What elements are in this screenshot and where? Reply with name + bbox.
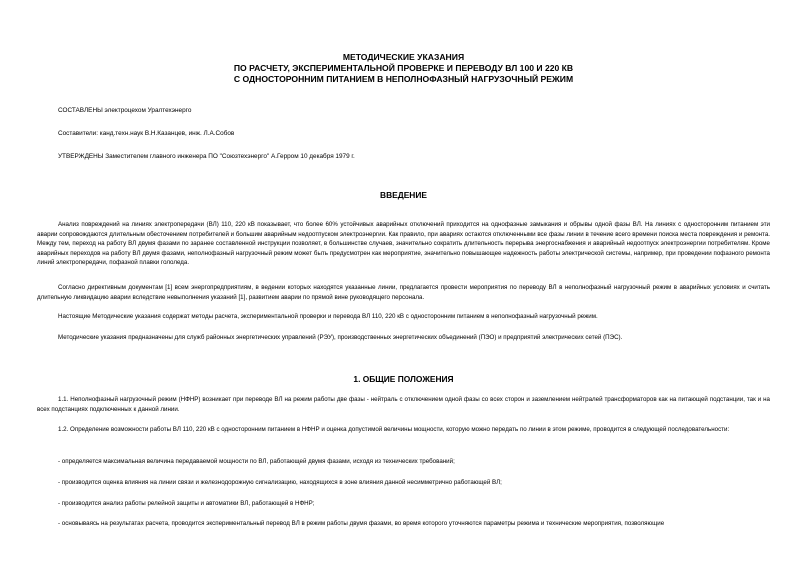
section-1-heading: 1. ОБЩИЕ ПОЛОЖЕНИЯ: [353, 374, 454, 384]
document-title: [150, 52, 657, 85]
title-line-2: ПО РАСЧЕТУ, ЭКСПЕРИМЕНТАЛЬНОЙ ПРОВЕРКЕ И ПЕРЕВОДУ ВЛ 100 И 220 КВ: [233, 63, 574, 73]
list-item: - определяется максимальная величина передаваемой мощности по ВЛ, работающей двумя фазами, исходя из технических требований;: [58, 458, 455, 465]
list-item: - основываясь на результатах расчета, проводится экспериментальный перевод ВЛ в режим работы двумя фазами, во время которого уточняются параметры режима и технические мероприятия, позволяющие: [58, 520, 665, 527]
intro-paragraph-1: Анализ повреждений на линиях электропередачи (ВЛ) 110, 220 кВ показывает, что более 60% устойчивых аварийных отключений приходится на однофазные замыкания и обрывы одной фазы ВЛ. На линиях с односторонним питанием эти аварии сопровождаются длительным обесточением потребителей и большим аварийным недоотпуском электроэнергии. Как правило, при авариях остаются отключенными все фазы линии в течение всего времени поиска места повреждения и ремонта. Между тем, переход на работу ВЛ двумя фазами по заранее составленной инструкции позволяет, в большинстве случаев, значительно сократить длительность перерыва энергоснабжения и аварийный недоотпуск электроэнергии потребителям. Кроме аварийных переходов на работу ВЛ двумя фазами, неполнофазный нагрузочный режим может быть предусмотрен как мероприятие, значительно повышающее надежность работы электрической системы, например, при проведении пофазного ремонта линий электропередачи, пофазной плавки гололеда.: [37, 221, 770, 267]
compiled-by: СОСТАВЛЕНЫ электроцехом Уралтехэнерго: [58, 107, 192, 114]
title-line-1: МЕТОДИЧЕСКИЕ УКАЗАНИЯ: [342, 52, 465, 62]
section-1-paragraph-1: 1.1. Неполнофазный нагрузочный режим (НФНР) возникает при переводе ВЛ на режим работы две фазы - нейтраль с отключением одной фазы со всех сторон и заземлением нейтралей трансформаторов как на питающей подстанции, так и на всех подстанциях подключенных к данной линии.: [37, 396, 770, 413]
intro-heading: ВВЕДЕНИЕ: [380, 190, 427, 200]
intro-paragraph-4: Методические указания предназначены для служб районных энергетических управлений (РЭУ), производственных энергетических объединений (ПЭО) и предприятий электрических сетей (ПЭС).: [58, 334, 623, 341]
list-item: - производится оценка влияния на линии связи и железнодорожную сигнализацию, находящихся в зоне влияния данной несимметрично работающей ВЛ;: [58, 479, 502, 486]
authors: Составители: канд.техн.наук В.Н.Казанцев, инж. Л.А.Собов: [58, 130, 235, 137]
intro-paragraph-3: Настоящие Методические указания содержат методы расчета, экспериментальной проверки и перевода ВЛ 110, 220 кВ с односторонним питанием в неполнофазный нагрузочный режим.: [58, 313, 598, 320]
section-1-paragraph-2: 1.2. Определение возможности работы ВЛ 110, 220 кВ с односторонним питанием в НФНР и оценка допустимой величины мощности, которую можно передать по линии в этом режиме, проводится в следующей последовательности:: [58, 426, 730, 433]
intro-paragraph-2: Согласно директивным документам [1] всем энергопредприятиям, в ведении которых находятся указанные линии, предлагается провести мероприятия по переводу ВЛ в неполнофазный нагрузочный режим в аварийных условиях и считать длительную ликвидацию аварии вследствие невыполнения указаний [1], развитием аварии по прямой вине руководящего персонала.: [37, 284, 770, 301]
list-item: - производится анализ работы релейной защиты и автоматики ВЛ, работающей в НФНР;: [58, 500, 315, 507]
approved-by: УТВЕРЖДЕНЫ Заместителем главного инженера ПО "Союзтехэнерго" А.Герром 10 декабря 1979 г.: [58, 153, 355, 160]
title-line-3: С ОДНОСТОРОННИМ ПИТАНИЕМ В НЕПОЛНОФАЗНЫЙ НАГРУЗОЧНЫЙ РЕЖИМ: [233, 74, 574, 84]
